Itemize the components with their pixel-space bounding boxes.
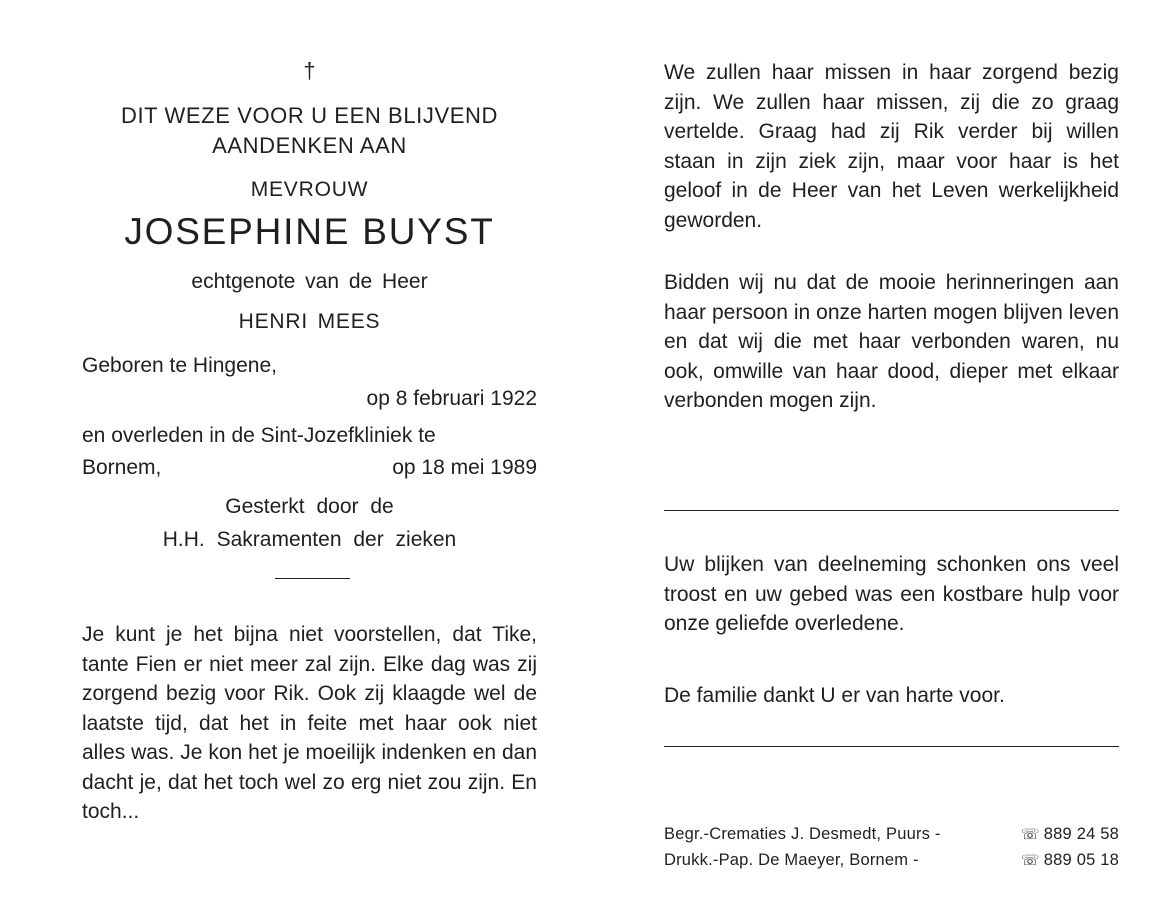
sacraments-line-2: H.H. Sakramenten der zieken [162, 528, 457, 551]
right-panel [664, 0, 1119, 921]
sacraments-line-1: Gesterkt door de [225, 495, 394, 518]
spouse-name: HENRI MEES [238, 310, 381, 333]
death-date: op 18 mei 1989 [392, 456, 537, 479]
telephone-icon: ☏ [1020, 826, 1040, 843]
telephone-icon: ☏ [1020, 852, 1040, 869]
memorial-paragraph: Je kunt je het bijna niet voorstellen, dat Tike, tante Fien er niet meer zal zijn. Elke dag was zij zorgend bezig voor Rik. Ook zij klaagde wel de laatste tijd, dat het in feite met haar ook niet alles was. Je kon het je moeilijk indenken en dan dacht je, dat het toch wel zo erg niet zou zijn. En toch... [82, 623, 537, 823]
printer-phone: 889 05 18 [1043, 851, 1119, 869]
deceased-name: JOSEPHINE BUYST [124, 211, 495, 252]
birth-date: op 8 februari 1922 [366, 387, 537, 410]
divider-line-2 [664, 746, 1119, 747]
funeral-home-phone: 889 24 58 [1043, 825, 1119, 843]
family-thanks: De familie dankt U er van harte voor. [664, 684, 1005, 707]
cross-symbol: † [303, 58, 316, 83]
left-panel [82, 0, 537, 921]
thanks-paragraph: Uw blijken van deelneming schonken ons veel troost en uw gebed was een kostbare hulp voor onze geliefde overledene. [664, 553, 1119, 635]
prayer-paragraph: Bidden wij nu dat de mooie herinneringen aan haar persoon in onze harten mogen blijven leven en dat wij die met haar verbonden waren, nu ook, omwille van haar dood, dieper met elkaar verbonden mogen zijn. [664, 271, 1119, 412]
funeral-home-name: Begr.-Crematies J. Desmedt, Puurs - [664, 825, 941, 843]
birth-place: Geboren te Hingene, [82, 354, 277, 377]
honorific-title: MEVROUW [250, 178, 369, 201]
printer-phone-group [1021, 851, 1119, 870]
death-place-line-1: en overleden in de Sint-Jozefkliniek te [82, 424, 436, 447]
dedication-line-1: DIT WEZE VOOR U EEN BLIJVEND [120, 103, 498, 128]
printer-name: Drukk.-Pap. De Maeyer, Bornem - [664, 851, 919, 869]
divider-line-1 [664, 510, 1119, 511]
spouse-label: echtgenote van de Heer [191, 270, 428, 293]
dedication-line-2: AANDENKEN AAN [212, 133, 407, 158]
funeral-home-phone-group [1021, 825, 1119, 844]
short-divider [275, 578, 350, 579]
memorial-paragraph-1: We zullen haar missen in haar zorgend bezig zijn. We zullen haar missen, zij die zo graag vertelde. Graag had zij Rik verder bij willen staan in zijn ziek zijn, maar voor haar is het geloof in de Heer van het Leven werkelijkheid geworden. [664, 61, 1119, 232]
death-place-line-2: Bornem, [82, 456, 162, 479]
